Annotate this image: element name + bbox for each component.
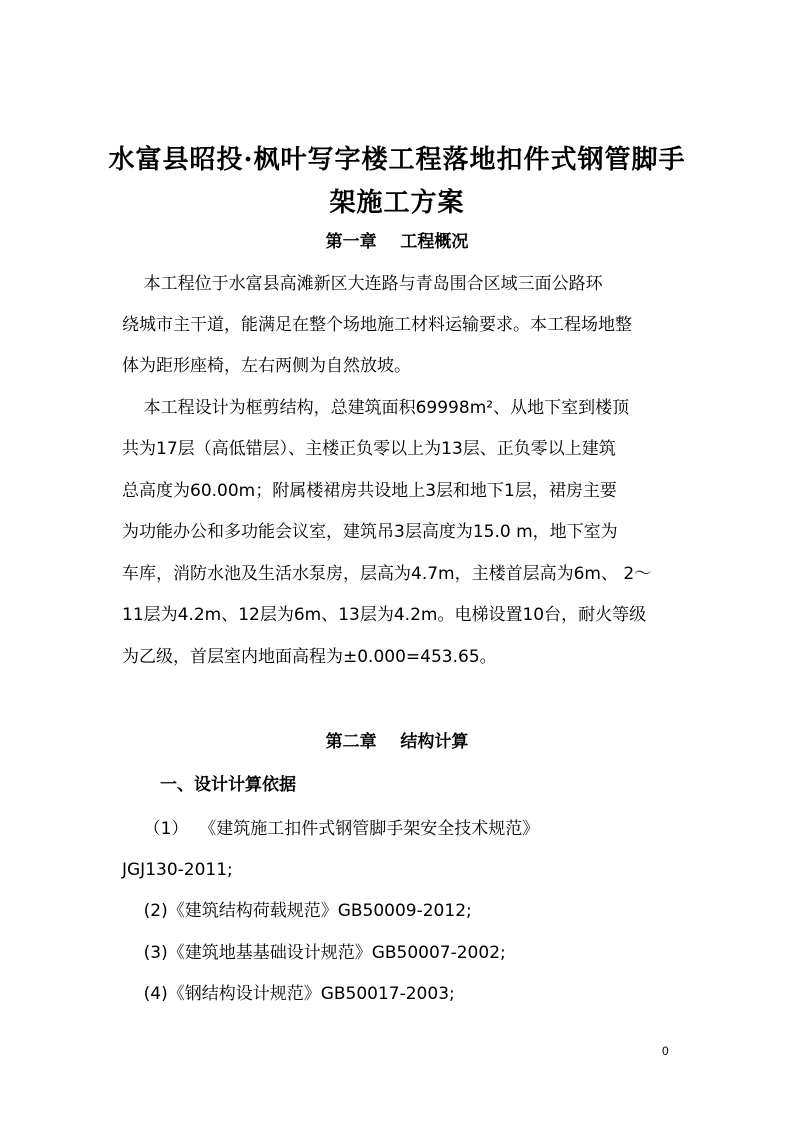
chapter-2-heading: 第二章 结构计算	[325, 732, 469, 752]
paragraph-line: 共为17层（高低错层）、主楼正负零以上为13层、正负零以上建筑	[122, 439, 616, 459]
reference-line: (3)《建筑地基基础设计规范》GB50007-2002;	[122, 943, 506, 963]
paragraph-line: 本工程设计为框剪结构，总建筑面积69998m²、从地下室到楼顶	[122, 398, 630, 418]
paragraph-line: 总高度为60.00m；附属楼裙房共设地上3层和地下1层，裙房主要	[122, 481, 617, 501]
paragraph-line: 为功能办公和多功能会议室，建筑吊3层高度为15.0 m，地下室为	[122, 522, 618, 542]
reference-line: (4)《钢结构设计规范》GB50017-2003;	[122, 984, 455, 1004]
document-title-line-1: 水富县昭投·枫叶写字楼工程落地扣件式钢管脚手	[108, 145, 686, 175]
section-heading: 一、设计计算依据	[160, 775, 296, 795]
reference-line: （1） 《建筑施工扣件式钢管脚手架安全技术规范》	[122, 819, 540, 839]
document-title-line-2: 架施工方案	[329, 188, 465, 218]
paragraph-line: 11层为4.2m、12层为6m、13层为4.2m。电梯设置10台，耐火等级	[122, 605, 647, 625]
paragraph-line: 为乙级，首层室内地面高程为±0.000=453.65。	[122, 647, 497, 667]
paragraph-line: 本工程位于水富县高滩新区大连路与青岛围合区域三面公路环	[122, 274, 603, 294]
reference-line: JGJ130-2011;	[122, 860, 233, 880]
reference-line: (2)《建筑结构荷载规范》GB50009-2012;	[122, 901, 472, 921]
page-number: 0	[662, 1044, 669, 1058]
paragraph-line: 绕城市主干道，能满足在整个场地施工材料运输要求。本工程场地整	[122, 315, 632, 335]
paragraph-line: 体为距形座椅，左右两侧为自然放坡。	[122, 356, 411, 376]
chapter-1-heading: 第一章 工程概况	[325, 232, 469, 252]
paragraph-line: 车库，消防水池及生活水泵房，层高为4.7m，主楼首层高为6m、 2～	[122, 564, 652, 584]
